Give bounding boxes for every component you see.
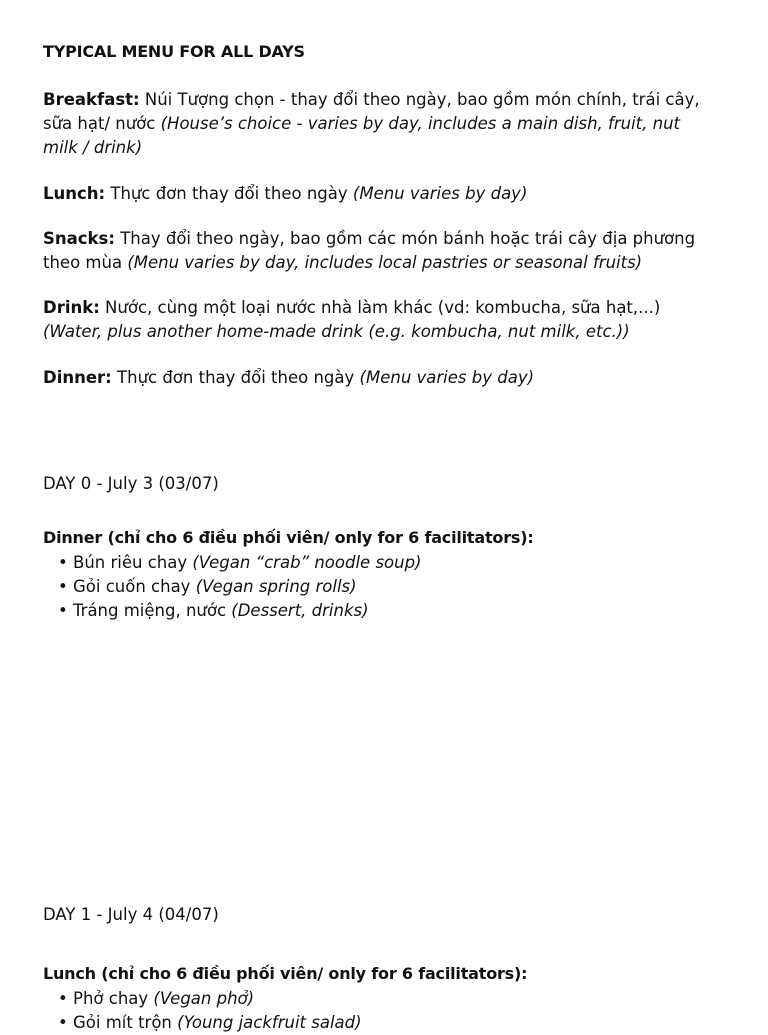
lunch-en: (Menu varies by day) <box>352 184 528 203</box>
bullet-icon: • <box>58 601 68 620</box>
drink-line <box>43 296 693 344</box>
list-item <box>43 551 422 575</box>
day-0-title: DAY 0 - July 3 (03/07) <box>43 474 219 493</box>
list-item <box>43 987 362 1011</box>
item-vi: Phở chay <box>73 989 154 1008</box>
dinner-vi: Thực đơn thay đổi theo ngày <box>111 368 360 387</box>
item-vi: Gỏi cuốn chay <box>73 577 196 596</box>
item-en: (Young jackfruit salad) <box>177 1013 362 1032</box>
menu-heading: TYPICAL MENU FOR ALL DAYS <box>43 42 305 61</box>
day-0-meal-title: Dinner (chỉ cho 6 điều phối viên/ only for 6 facilitators): <box>43 528 534 547</box>
dinner-line <box>43 366 723 390</box>
item-vi: Gỏi mít trộn <box>73 1013 178 1032</box>
dinner-label: Dinner: <box>43 368 112 387</box>
snacks-en: (Menu varies by day, includes local pastries or seasonal fruits) <box>127 253 643 272</box>
item-vi: Bún riêu chay <box>73 553 193 572</box>
snacks-line <box>43 227 723 275</box>
breakfast-en: (House’s choice - varies by day, includes a main dish, fruit, nut milk / drink) <box>43 114 681 157</box>
lunch-label: Lunch: <box>43 184 106 203</box>
drink-vi: Nước, cùng một loại nước nhà làm khác (vd: kombucha, sữa hạt,...) <box>99 298 661 317</box>
day-0-item-list <box>43 551 422 623</box>
bullet-icon: • <box>58 577 68 596</box>
dinner-en: (Menu varies by day) <box>359 368 535 387</box>
item-en: (Vegan “crab” noodle soup) <box>192 553 422 572</box>
day-1-title: DAY 1 - July 4 (04/07) <box>43 905 219 924</box>
bullet-icon: • <box>58 553 68 572</box>
item-en: (Vegan spring rolls) <box>195 577 357 596</box>
day-1-meal-title: Lunch (chỉ cho 6 điều phối viên/ only for 6 facilitators): <box>43 964 528 983</box>
list-item <box>43 599 422 623</box>
lunch-line <box>43 182 723 206</box>
list-item <box>43 575 422 599</box>
item-en: (Dessert, drinks) <box>231 601 369 620</box>
lunch-vi: Thực đơn thay đổi theo ngày <box>105 184 353 203</box>
bullet-icon: • <box>58 1013 68 1032</box>
drink-en: (Water, plus another home-made drink (e.g. kombucha, nut milk, etc.)) <box>43 322 630 341</box>
day-1-item-list <box>43 987 362 1035</box>
bullet-icon: • <box>58 989 68 1008</box>
snacks-vi: Thay đổi theo ngày, bao gồm các món bánh hoặc trái cây địa phương theo mùa <box>43 229 696 272</box>
list-item <box>43 1011 362 1035</box>
breakfast-vi: Núi Tượng chọn - thay đổi theo ngày, bao gồm món chính, trái cây, sữa hạt/ nước <box>43 90 700 133</box>
drink-label: Drink: <box>43 298 100 317</box>
breakfast-line <box>43 88 713 160</box>
item-en: (Vegan phở) <box>153 989 255 1008</box>
breakfast-label: Breakfast: <box>43 90 140 109</box>
snacks-label: Snacks: <box>43 229 115 248</box>
item-vi: Tráng miệng, nước <box>73 601 232 620</box>
